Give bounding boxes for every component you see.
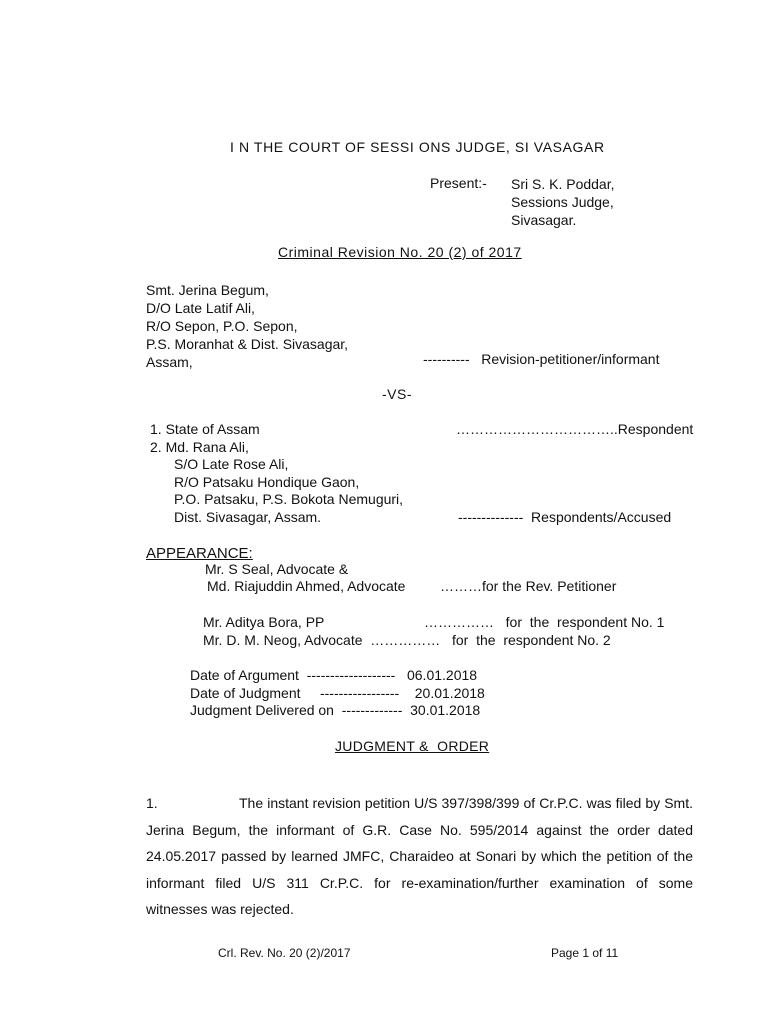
date-of-judgment: Date of Judgment ----------------- 20.01.2018: [190, 684, 485, 701]
respondent-2-line: Dist. Sivasagar, Assam.: [174, 508, 322, 525]
petitioner-block: [146, 281, 348, 371]
petitioner-advocate-2: Md. Riajuddin Ahmed, Advocate: [207, 578, 406, 594]
paragraph-number: 1.: [146, 795, 158, 811]
respondent-1-advocate-role: …………… for the respondent No. 1: [424, 614, 665, 630]
respondent-1-advocate: Mr. Aditya Bora, PP: [203, 614, 325, 630]
petitioner-advocate-1: Mr. S Seal, Advocate &: [205, 561, 349, 577]
paragraph-text: The instant revision petition U/S 397/398/399 of Cr.P.C. was filed by Smt. Jerina Begum, the informant of G.R. Case No. 595/2014 against the order dated 24.05.2017 passed by learned JMFC, Charaideo at Sonari by which the petition of the informant filed U/S 311 Cr.P.C. for re-examination/further examination of some witnesses was rejected.: [146, 795, 693, 917]
judge-name: Sri S. K. Poddar,: [511, 176, 615, 192]
respondents-block: [150, 421, 403, 526]
petitioner-line: Smt. Jerina Begum,: [146, 282, 269, 298]
appearance-heading: APPEARANCE:: [146, 545, 253, 562]
petitioner-line: R/O Sepon, P.O. Sepon,: [146, 318, 298, 334]
respondent-2-name: 2. Md. Rana Ali,: [150, 438, 249, 455]
judge-place: Sivasagar.: [511, 212, 577, 228]
footer-case-ref: Crl. Rev. No. 20 (2)/2017: [218, 946, 351, 960]
versus-label: -VS-: [382, 386, 412, 402]
judgment-heading: JUDGMENT & ORDER: [335, 738, 490, 754]
case-title: Criminal Revision No. 20 (2) of 2017: [278, 244, 522, 260]
respondent-2-line: R/O Patsaku Hondique Gaon,: [174, 473, 360, 490]
respondent-1-role: ……………………………..Respondent: [456, 421, 694, 437]
judgment-delivered-on: Judgment Delivered on ------------- 30.01.2018: [190, 702, 481, 718]
presiding-judge: [511, 175, 615, 229]
petitioner-line: Assam,: [146, 354, 193, 370]
date-of-argument: Date of Argument ------------------- 06.01.2018: [190, 667, 478, 683]
petitioner-role: ---------- Revision-petitioner/informant: [423, 351, 660, 367]
dates-block: [190, 667, 485, 720]
respondent-2-line: S/O Late Rose Ali,: [174, 456, 289, 472]
respondent-1: 1. State of Assam: [150, 421, 260, 437]
petitioner-line: D/O Late Latif Ali,: [146, 300, 255, 316]
petitioner-line: P.S. Moranhat & Dist. Sivasagar,: [146, 336, 349, 352]
footer-page-number: Page 1 of 11: [551, 946, 619, 960]
paragraph-1: [146, 790, 693, 923]
petitioner-advocate-role: ………for the Rev. Petitioner: [440, 578, 617, 594]
respondent-2-role: -------------- Respondents/Accused: [458, 509, 672, 525]
court-title: I N THE COURT OF SESSI ONS JUDGE, SI VASAGAR: [230, 139, 605, 155]
respondent-2-advocate: Mr. D. M. Neog, Advocate …………… for the respondent No. 2: [203, 632, 611, 648]
respondent-2-line: P.O. Patsaku, P.S. Bokota Nemuguri,: [174, 491, 404, 507]
judge-designation: Sessions Judge,: [511, 194, 614, 210]
present-label: Present:-: [430, 175, 487, 191]
